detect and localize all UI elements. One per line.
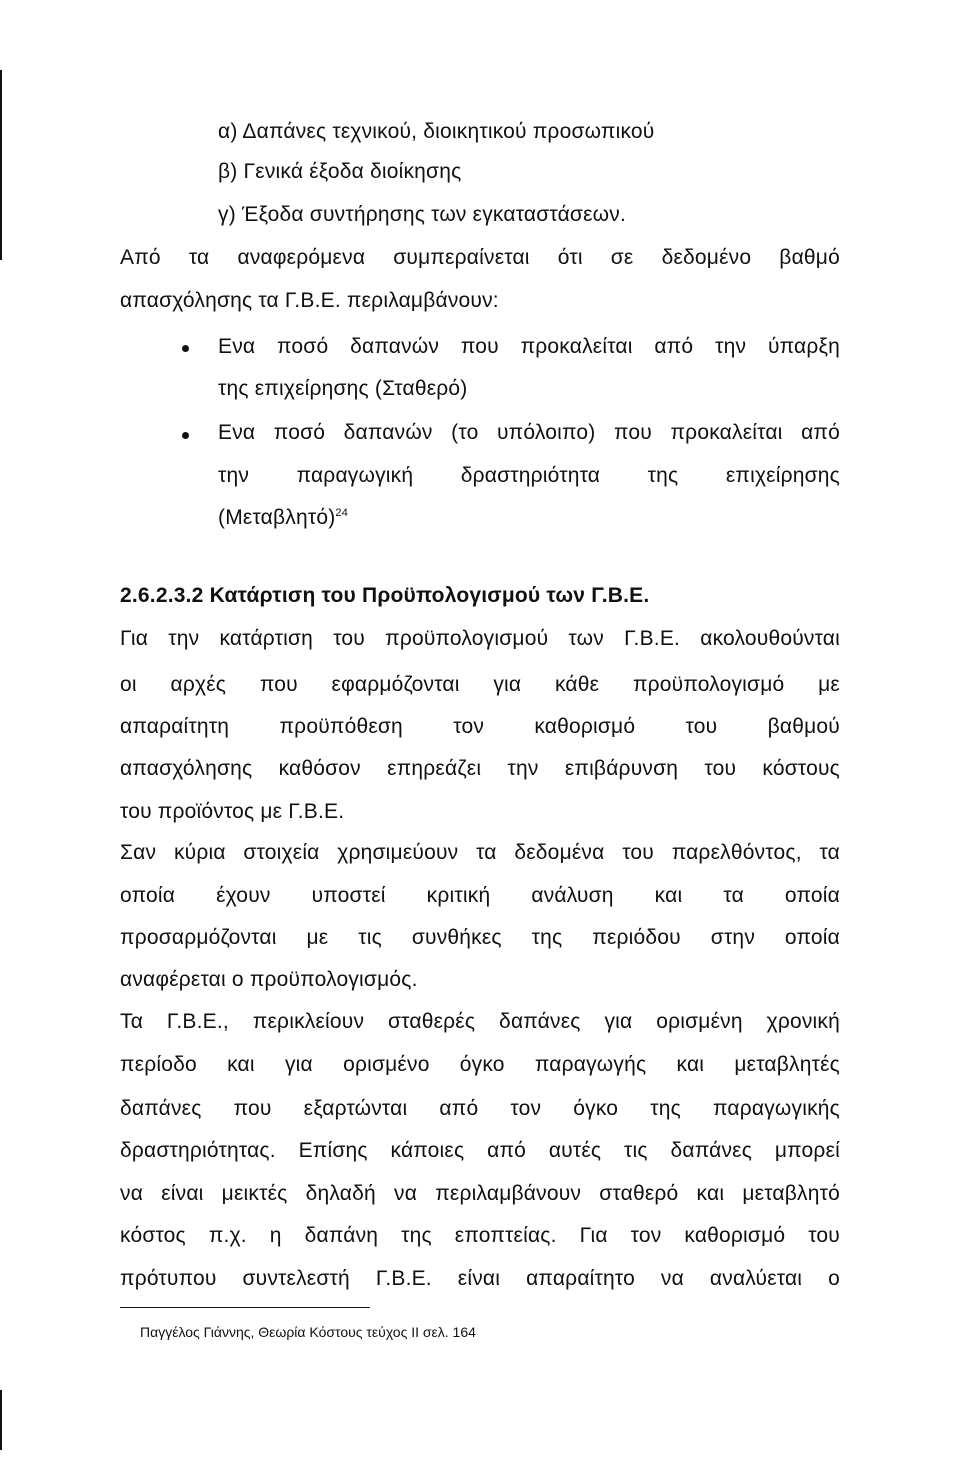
footnote: Παγγέλος Γιάννης, Θεωρία Κόστους τεύχος ΙΙ σελ. 164 <box>140 1324 476 1340</box>
paragraph-line: Τα Γ.Β.Ε., περικλείουν σταθερές δαπάνες για ορισμένη χρονική <box>120 1010 840 1033</box>
paragraph-line: περίοδο και για ορισμένο όγκο παραγωγής και μεταβλητές <box>120 1053 840 1076</box>
paragraph-line: απαραίτητη προϋπόθεση τον καθορισμό του βαθμού <box>120 715 840 738</box>
paragraph-line: του προϊόντος με Γ.Β.Ε. <box>120 800 345 823</box>
scan-edge-mark <box>0 1390 2 1450</box>
paragraph-line: πρότυπου συντελεστή Γ.Β.Ε. είναι απαραίτητο να αναλύεται ο <box>120 1267 840 1290</box>
paragraph-line: απασχόλησης τα Γ.Β.Ε. περιλαμβάνουν: <box>120 289 499 312</box>
bullet-line: της επιχείρησης (Σταθερό) <box>218 377 468 400</box>
paragraph-line: προσαρμόζονται με τις συνθήκες της περιόδου στην οποία <box>120 926 840 949</box>
paragraph-line: οι αρχές που εφαρμόζονται για κάθε προϋπολογισμό με <box>120 673 840 696</box>
paragraph-line: Από τα αναφερόμενα συμπεραίνεται ότι σε δεδομένο βαθμό <box>120 246 840 269</box>
paragraph-line: οποία έχουν υποστεί κριτική ανάλυση και τα οποία <box>120 884 840 907</box>
paragraph-line: απασχόλησης καθόσον επηρεάζει την επιβάρυνση του κόστους <box>120 757 840 780</box>
list-item-b: β) Γενικά έξοδα διοίκησης <box>218 160 462 183</box>
bullet-icon <box>182 345 189 352</box>
section-heading: 2.6.2.3.2 Κατάρτιση του Προϋπολογισμού των Γ.Β.Ε. <box>120 584 650 607</box>
list-item-a: α) Δαπάνες τεχνικού, διοικητικού προσωπικού <box>218 120 655 143</box>
paragraph-line: αναφέρεται ο προϋπολογισμός. <box>120 968 418 991</box>
paragraph-line: δραστηριότητας. Επίσης κάποιες από αυτές τις δαπάνες μπορεί <box>120 1139 840 1162</box>
scan-edge-mark <box>0 70 2 260</box>
paragraph-line: να είναι μεικτές δηλαδή να περιλαμβάνουν σταθερό και μεταβλητό <box>120 1182 840 1205</box>
footnote-divider <box>120 1307 370 1308</box>
bullet-line: την παραγωγική δραστηριότητα της επιχείρησης <box>218 464 840 487</box>
footnote-reference: 24 <box>335 507 349 519</box>
bullet-line: Ενα ποσό δαπανών που προκαλείται από την ύπαρξη <box>218 335 840 358</box>
bullet-line <box>218 505 348 531</box>
bullet-line: Ενα ποσό δαπανών (το υπόλοιπο) που προκαλείται από <box>218 421 840 444</box>
bullet-line-text: (Μεταβλητό) <box>218 506 336 529</box>
list-item-c: γ) Έξοδα συντήρησης των εγκαταστάσεων. <box>218 203 626 226</box>
bullet-icon <box>182 432 189 439</box>
paragraph-line: Για την κατάρτιση του προϋπολογισμού των Γ.Β.Ε. ακολουθούνται <box>120 627 840 650</box>
paragraph-line: δαπάνες που εξαρτώνται από τον όγκο της παραγωγικής <box>120 1097 840 1120</box>
paragraph-line: Σαν κύρια στοιχεία χρησιμεύουν τα δεδομένα του παρελθόντος, τα <box>120 841 840 864</box>
paragraph-line: κόστος π.χ. η δαπάνη της εποπτείας. Για τον καθορισμό του <box>120 1224 840 1247</box>
